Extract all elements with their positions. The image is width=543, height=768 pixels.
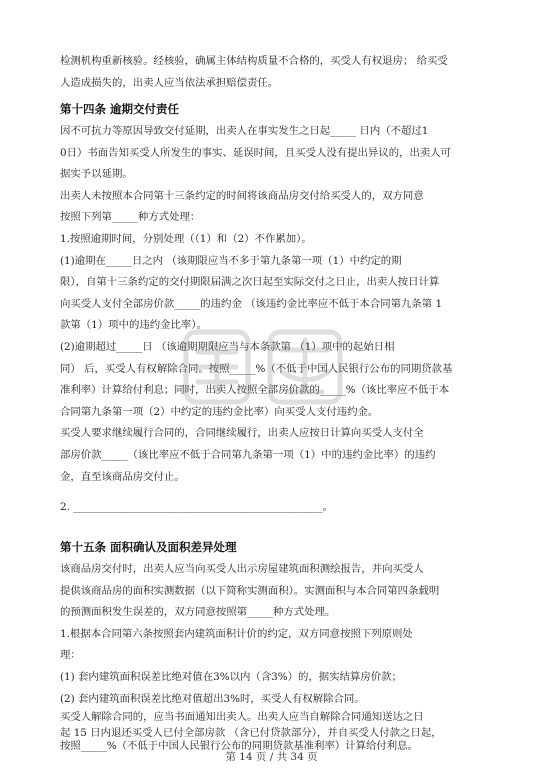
text-line: 出卖人未按照本合同第十三条约定的时间将该商品房交付给买受人的，双方同意 bbox=[60, 190, 424, 202]
text-line: 检测机构重新核验。经核验，确属主体结构质量不合格的，买受人有权退房； 给买受 bbox=[60, 55, 448, 67]
text-line: 买受人解除合同的，应当书面通知出卖人。出卖人应当自解除合同通知送达之日 bbox=[60, 711, 424, 723]
section-heading-15: 第十五条 面积确认及面积差异处理 bbox=[60, 540, 237, 554]
text-line: 0日）书面告知买受人所发生的事实、延误时间，且买受人没有提出异议的，出卖人可 bbox=[60, 147, 452, 159]
text-line: (2) 套内建筑面积误差比绝对值超出3%时，买受人有权解除合同。 bbox=[60, 693, 365, 705]
text-line: 的预测面积发生误差的，双方同意按照第_____种方式处理。 bbox=[60, 606, 336, 618]
text-line: 理： bbox=[60, 649, 81, 661]
text-line: 该商品房交付时，出卖人应当向买受人出示房屋建筑面积测绘报告，并向买受人 bbox=[60, 563, 424, 575]
text-line: 1.按照逾期时间，分别处理（（1）和（2）不作累加）。 bbox=[60, 233, 312, 245]
text-line: (2)逾期超过_____日 （该逾期期限应当与本条款第 （1）项中的起始日相 bbox=[60, 341, 395, 353]
text-line: (1) 套内建筑面积误差比绝对值在3%以内（含3%）的，据实结算房价款； bbox=[60, 671, 402, 683]
text-line: 款第（1）项中的违约金比率）。 bbox=[60, 319, 207, 331]
text-line: 起 15 日内退还买受人已付全部房款 （含已付贷款部分），并自买受人付款之日起， bbox=[60, 727, 442, 739]
text-line: 向买受人支付全部房价款_____的违约金 （该违约金比率应不低于本合同第九条第 1 bbox=[60, 298, 443, 310]
text-line: (1)逾期在_____日之内 （该期限应当不多于第九条第一项（1）中约定的期 bbox=[60, 255, 402, 267]
text-line: 准利率）计算给付利息；同时，出卖人按照全部房价款的_____%（该比率应不低于本 bbox=[60, 384, 450, 396]
text-line: 据实予以延期。 bbox=[60, 168, 133, 180]
text-line: 1.根据本合同第六条按照套内建筑面积计价的约定，双方同意按照下列原则处 bbox=[60, 628, 413, 640]
text-line: 部房价款_____（该比率应不低于合同第九条第一项（1）中的违约金比率）的违约 bbox=[60, 449, 436, 461]
text-line: 同） 后，买受人有权解除合同。按照_____%（不低于中国人民银行公布的同期贷款基 bbox=[60, 363, 453, 375]
page-footer: 第 14 页 / 共 34 页 bbox=[225, 751, 318, 763]
section-heading-14: 第十四条 逾期交付责任 bbox=[60, 102, 180, 116]
text-line: 按照下列第_____种方式处理： bbox=[60, 211, 201, 223]
text-line: 买受人要求继续履行合同的，合同继续履行，出卖人应按日计算向买受人支付全 bbox=[60, 427, 424, 439]
text-line: 按照_____%（不低于中国人民银行公布的同期贷款基准利率）计算给付利息。 bbox=[60, 740, 418, 752]
text-line: 合同第九条第一项（2）中约定的违约金比率）向买受人支付违约金。 bbox=[60, 406, 379, 418]
text-line: 金，直至该商品房交付止。 bbox=[60, 471, 185, 483]
text-line: 2. ________________________________________________。 bbox=[60, 501, 333, 513]
text-line: 提供该商品房的面积实测数据（以下简称实测面积）。实测面积与本合同第四条载明 bbox=[60, 585, 440, 597]
text-line: 人造成损失的，出卖人应当依法承担赔偿责任。 bbox=[60, 77, 279, 89]
text-line: 因不可抗力等原因导致交付延期，出卖人在事实发生之日起_____ 日内（不超过1 bbox=[60, 125, 429, 137]
text-line: 限），自第十三条约定的交付期限届满之次日起至实际交付之日止，出卖人按日计算 bbox=[60, 276, 440, 288]
